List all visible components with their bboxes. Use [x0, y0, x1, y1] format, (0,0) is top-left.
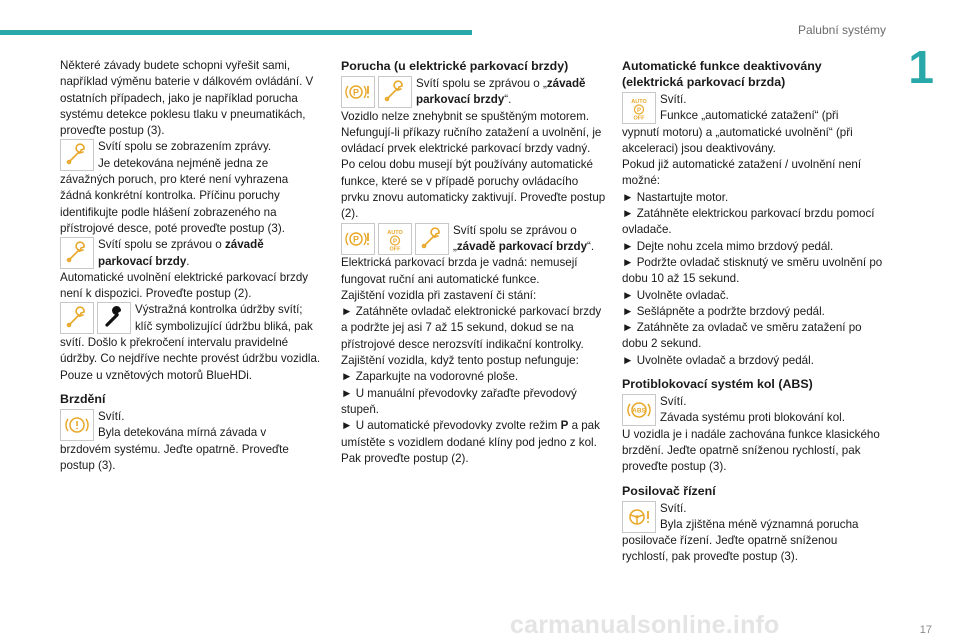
abs-icon — [622, 394, 656, 426]
indicator-row — [60, 237, 322, 270]
indicator-row — [622, 501, 884, 534]
paragraph: ► U automatické převodovky zvolte režim P a pak umístěte s vozidlem dodané klíny pod jedno z kol. — [341, 419, 600, 449]
indicator-text: parkovací brzdy. — [98, 254, 190, 268]
indicator-text: Svítí. — [660, 93, 687, 106]
step-item: ► Uvolněte ovladač a brzdový pedál. — [622, 353, 814, 367]
paragraph: brzdovém systému. Jeďte opatrně. Proveďte postup (3). — [60, 442, 289, 472]
svg-text:P: P — [352, 87, 360, 98]
auto-off-icon — [378, 223, 412, 255]
paragraph: závažných poruch, pro které není vyhrazena žádná konkrétní kontrolka. Příčinu poruchy identifikujte podle hlášení zobrazeného na přístrojové desce, poté proveďte postup (3). — [60, 173, 289, 235]
section-heading: Protiblokovací systém kol (ABS) — [622, 377, 813, 392]
section-heading: Brzdění — [60, 391, 106, 406]
indicator-text: Svítí spolu se zprávou o „závadě — [416, 77, 586, 90]
parking-brake-fault-icon — [341, 76, 375, 108]
paragraph: Automatické uvolnění elektrické parkovací brzdy není k dispozici. Proveďte postup (2). — [60, 270, 309, 301]
indicator-text: klíč symbolizující údržbu bliká, pak — [135, 319, 313, 333]
svg-text:OFF: OFF — [633, 115, 645, 120]
brake-warning-icon — [60, 409, 94, 441]
step-item: ► Nastartujte motor. — [622, 190, 729, 204]
wrench-warning-icon — [60, 139, 94, 171]
svg-text:P: P — [392, 238, 398, 245]
paragraph: posilovače řízení. Jeďte opatrně sníženou rychlostí, pak proveďte postup (3). — [622, 534, 838, 564]
paragraph: ► U manuální převodovky zařaďte převodový stupeň. — [341, 386, 577, 416]
wrench-warning-icon — [60, 302, 94, 334]
paragraph: Zajištění vozidla, když tento postup nefunguje: — [341, 354, 579, 368]
svg-text:OFF: OFF — [389, 246, 401, 251]
wrench-warning-icon — [415, 223, 449, 255]
paragraph: Zajištění vozidla při zastavení či stání: — [341, 288, 537, 302]
step-item: ► Podržte ovladač stisknutý ve směru uvolnění po dobu 10 až 15 sekund. — [622, 255, 883, 286]
svg-text:P: P — [636, 108, 642, 114]
wrench-warning-icon — [60, 237, 94, 269]
indicator-text: Svítí spolu se zprávou o — [453, 223, 577, 237]
auto-off-icon — [622, 92, 656, 124]
step-item: ► Zatáhněte za ovladač ve směru zatažení po dobu 2 sekund. — [622, 321, 862, 351]
parking-brake-fault-icon — [341, 223, 375, 255]
paragraph: Elektrická parkovací brzda je vadná: nemusejí fungovat ruční ani automatické funkce. — [341, 256, 578, 286]
service-spanner-icon — [97, 302, 131, 334]
indicator-text: Byla zjištěna méně významná porucha — [660, 517, 859, 531]
indicator-row — [341, 223, 607, 256]
svg-text:P: P — [352, 234, 360, 245]
power-steering-icon — [622, 501, 656, 533]
indicator-text: Svítí. — [98, 409, 125, 423]
indicator-row — [341, 76, 607, 109]
paragraph: Pak proveďte postup (2). — [341, 451, 469, 465]
section-heading: Automatické funkce deaktivovány (elektrická parkovací brzda) — [622, 59, 822, 89]
section-heading: Porucha (u elektrické parkovací brzdy) — [341, 59, 569, 73]
step-item: ► Zatáhněte elektrickou parkovací brzdu pomocí ovladače. — [622, 207, 875, 237]
indicator-row — [60, 302, 322, 335]
indicator-text: parkovací brzdy“. — [416, 93, 512, 107]
indicator-text: Závada systému proti blokování kol. — [660, 411, 845, 425]
paragraph: ► Zaparkujte na vodorovné ploše. — [341, 370, 519, 384]
indicator-text: „závadě parkovací brzdy“. — [453, 239, 595, 253]
paragraph: ► Zatáhněte ovladač elektronické parkovací brzdy a podržte jej asi 7 až 15 sekund, dokud se na přístrojové desce nerozsvítí indikační kontrolky. — [341, 305, 602, 351]
header-accent-bar — [0, 30, 472, 35]
indicator-row — [60, 409, 322, 442]
paragraph: Vozidlo nelze znehybnit se spuštěným motorem. Nefungují-li příkazy ručního zatažení a uvolnění, je ovládací prvek elektrické parkovací brzdy vadný. Po celou dobu musejí být používány automatické funkce, které se v případě poruchy ovládacího prvku znovu automaticky zaktivují. Proveďte postup (2). — [341, 109, 606, 221]
paragraph: Pokud již automatické zatažení / uvolnění není možné: — [622, 158, 862, 188]
step-item: ► Sešlápněte a podržte brzdový pedál. — [622, 304, 825, 318]
section-title: Palubní systémy — [797, 23, 886, 37]
svg-text:AUTO: AUTO — [387, 229, 403, 236]
indicator-text: Výstražná kontrolka údržby svítí; — [135, 303, 303, 317]
indicator-text: Funkce „automatické zatažení“ (při — [660, 109, 839, 123]
indicator-row — [60, 139, 322, 172]
chapter-number: 1 — [908, 41, 934, 93]
indicator-row — [622, 394, 884, 427]
paragraph: U vozidla je i nadále zachována funkce klasického brzdění. Jeďte opatrně sníženou rychlostí, pak proveďte postup (3). — [622, 427, 880, 474]
column-1 — [60, 58, 322, 474]
column-2 — [341, 58, 607, 467]
svg-text:AUTO: AUTO — [631, 99, 647, 105]
section-heading: Posilovač řízení — [622, 483, 716, 498]
wrench-warning-icon — [378, 76, 412, 108]
indicator-text: Svítí spolu se zprávou o závadě — [98, 238, 264, 252]
indicator-text: Svítí. — [660, 501, 687, 515]
paragraph: Některé závady budete schopni vyřešit sami, například výměnu baterie v dálkovém ovládání. V ostatních případech, jako je například porucha systému detekce poklesu tlaku v pneumatikách, proveďte postup (3). — [60, 59, 314, 138]
indicator-text: Svítí spolu se zobrazením zprávy. — [98, 140, 272, 154]
step-item: ► Uvolněte ovladač. — [622, 288, 729, 302]
paragraph: svítí. Došlo k překročení intervalu pravidelné údržby. Co nejdříve nechte provést údržbu vozidla. Pouze u vznětových motorů BlueHDi. — [60, 336, 321, 382]
paragraph: vypnutí motoru) a „automatické uvolnění“ (při akceleraci) jsou deaktivovány. — [622, 125, 853, 155]
column-3 — [622, 58, 884, 566]
indicator-text: Svítí. — [660, 395, 687, 409]
indicator-text: Je detekována nejméně jedna ze — [98, 156, 269, 170]
indicator-text: Byla detekována mírná závada v — [98, 426, 267, 440]
svg-text:ABS: ABS — [632, 407, 646, 415]
watermark: carmanualsonline.info — [510, 611, 780, 639]
indicator-row — [622, 92, 884, 125]
step-item: ► Dejte nohu zcela mimo brzdový pedál. — [622, 239, 834, 253]
page-number: 17 — [919, 624, 932, 636]
